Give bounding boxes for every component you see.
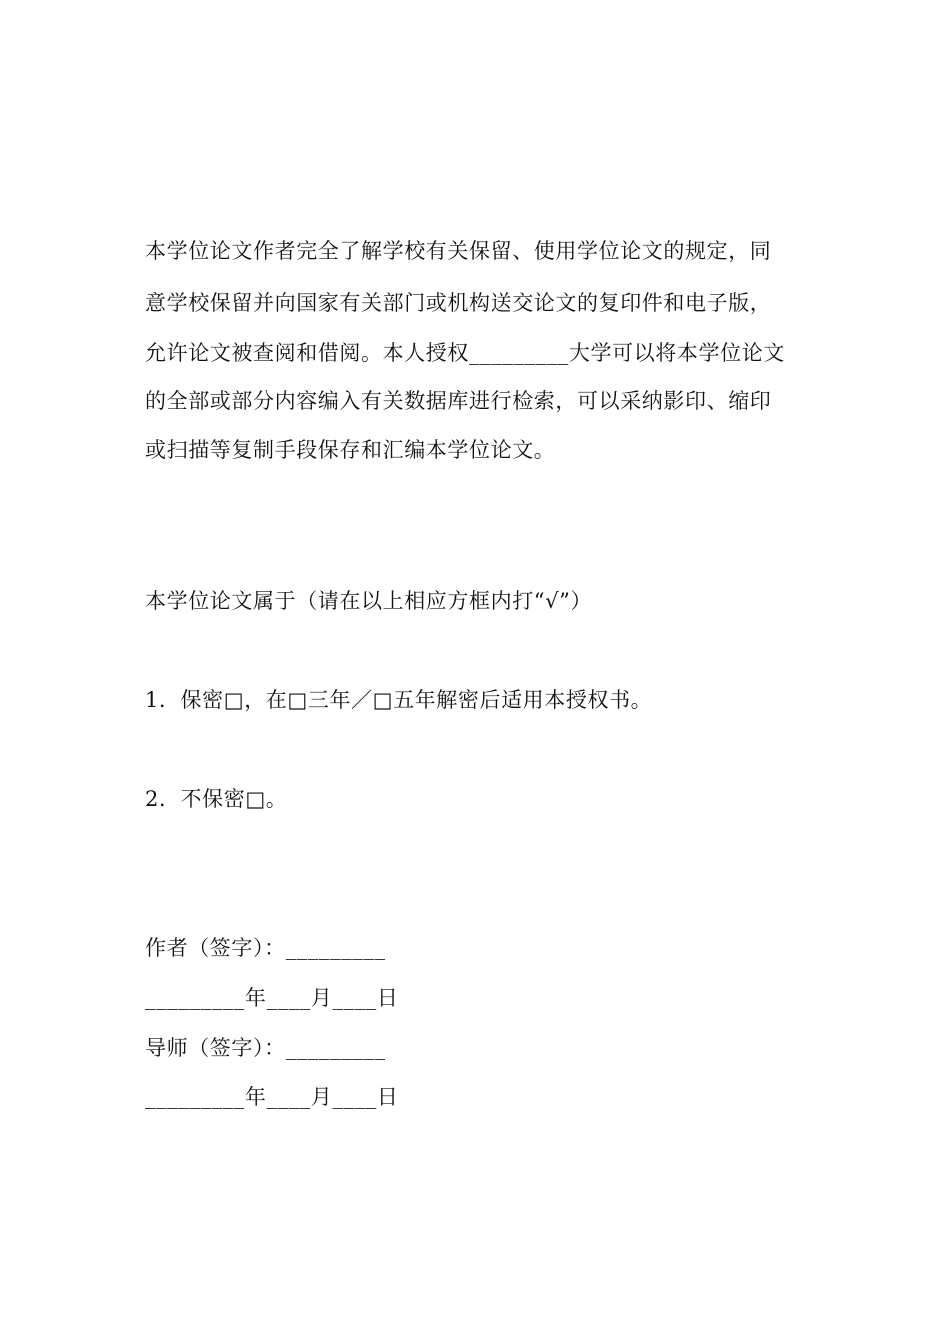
classification-option-not-confidential: 2．不保密□。 [145, 787, 288, 811]
authorization-line-4: 的全部或部分内容编入有关数据库进行检索，可以采纳影印、缩印 [145, 389, 772, 413]
classification-option-confidential: 1．保密□，在□三年／□五年解密后适用本授权书。 [145, 688, 653, 712]
author-signature-date: _________年____月____日 [145, 986, 399, 1010]
classification-intro: 本学位论文属于（请在以上相应方框内打“√”） [145, 589, 593, 613]
authorization-line-3: 允许论文被查阅和借阅。本人授权_________大学可以将本学位论文 [145, 341, 785, 365]
authorization-line-5: 或扫描等复制手段保存和汇编本学位论文。 [145, 438, 556, 462]
authorization-line-1: 本学位论文作者完全了解学校有关保留、使用学位论文的规定，同 [145, 239, 772, 263]
authorization-line-2: 意学校保留并向国家有关部门或机构送交论文的复印件和电子版， [145, 291, 772, 315]
advisor-signature-field: 导师（签字）：_________ [145, 1036, 386, 1060]
advisor-signature-date: _________年____月____日 [145, 1085, 399, 1109]
author-signature-field: 作者（签字）：_________ [145, 936, 386, 960]
